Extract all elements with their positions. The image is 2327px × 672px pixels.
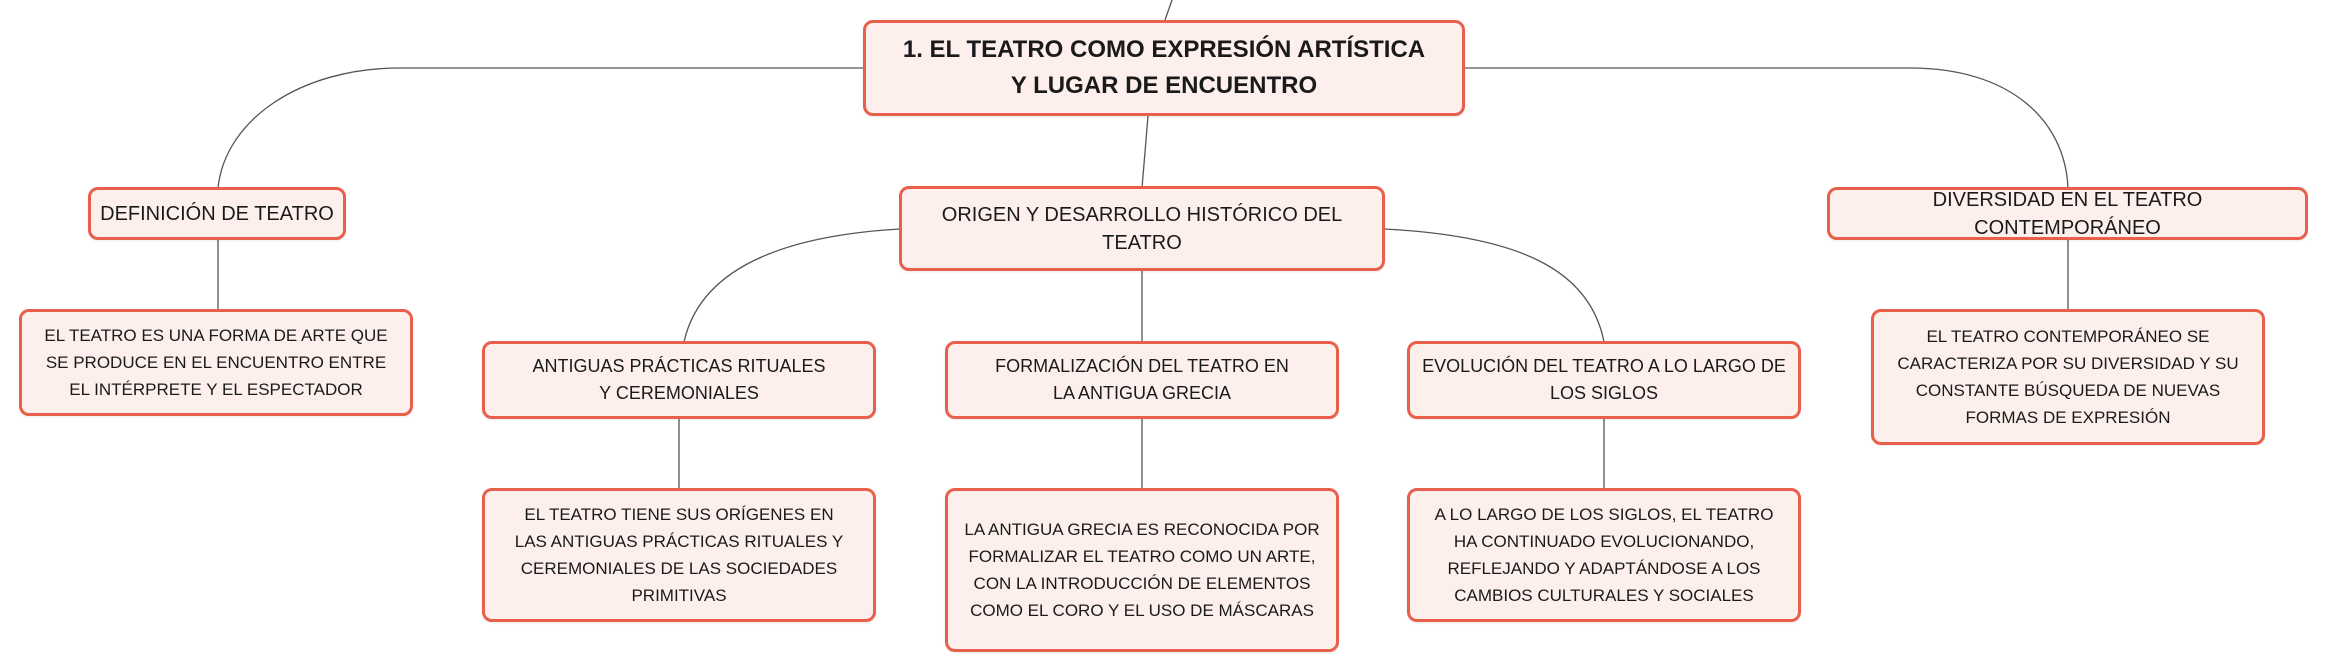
central-topic-label: 1. EL TEATRO COMO EXPRESIÓN ARTÍSTICA Y LUGAR DE ENCUENTRO <box>902 36 1426 99</box>
topic-origen-node[interactable] <box>899 186 1385 271</box>
connector-central-to-origen <box>1142 116 1148 188</box>
connector-central-to-parent <box>1165 0 1172 20</box>
connector-central-to-diversidad <box>1465 68 2068 188</box>
subtopic-rituales-node[interactable] <box>482 341 876 419</box>
central-topic-node[interactable] <box>863 20 1465 116</box>
detail-diversidad-text: EL TEATRO CONTEMPORÁNEO SE CARACTERIZA POR SU DIVERSIDAD Y SU CONSTANTE BÚSQUEDA DE NUEVAS FORMAS DE EXPRESIÓN <box>1897 327 2239 427</box>
detail-rituales-text: EL TEATRO TIENE SUS ORÍGENES EN LAS ANTIGUAS PRÁCTICAS RITUALES Y CEREMONIALES DE LAS SOCIEDADES PRIMITIVAS <box>514 505 844 605</box>
topic-diversidad-node[interactable] <box>1827 187 2308 240</box>
topic-definicion-label: DEFINICIÓN DE TEATRO <box>100 202 334 225</box>
connector-central-to-definicion <box>218 68 863 188</box>
detail-definicion-node[interactable] <box>19 309 413 416</box>
detail-definicion-text: EL TEATRO ES UNA FORMA DE ARTE QUE SE PRODUCE EN EL ENCUENTRO ENTRE EL INTÉRPRETE Y EL ESPECTADOR <box>44 326 388 399</box>
connector-origen-to-rituales <box>684 229 900 342</box>
subtopic-evolucion-node[interactable] <box>1407 341 1801 419</box>
detail-grecia-text: LA ANTIGUA GRECIA ES RECONOCIDA POR FORMALIZAR EL TEATRO COMO UN ARTE, CON LA INTRODUCCIÓN DE ELEMENTOS COMO EL CORO Y EL USO DE MÁSCARAS <box>964 520 1320 620</box>
subtopic-grecia-node[interactable] <box>945 341 1339 419</box>
detail-grecia-node[interactable] <box>945 488 1339 652</box>
connector-origen-to-evolucion <box>1384 229 1604 342</box>
detail-diversidad-node[interactable] <box>1871 309 2265 445</box>
subtopic-rituales-label: ANTIGUAS PRÁCTICAS RITUALES Y CEREMONIALES <box>532 356 826 403</box>
topic-definicion-node[interactable] <box>88 187 346 240</box>
detail-rituales-node[interactable] <box>482 488 876 622</box>
topic-origen-label: ORIGEN Y DESARROLLO HISTÓRICO DEL TEATRO <box>941 203 1343 254</box>
topic-diversidad-label: DIVERSIDAD EN EL TEATRO CONTEMPORÁNEO <box>1932 188 2203 239</box>
subtopic-grecia-label: FORMALIZACIÓN DEL TEATRO EN LA ANTIGUA GRECIA <box>995 356 1289 403</box>
detail-evolucion-text: A LO LARGO DE LOS SIGLOS, EL TEATRO HA CONTINUADO EVOLUCIONANDO, REFLEJANDO Y ADAPTÁNDOSE A LOS CAMBIOS CULTURALES Y SOCIALES <box>1434 505 1774 605</box>
detail-evolucion-node[interactable] <box>1407 488 1801 622</box>
subtopic-evolucion-label: EVOLUCIÓN DEL TEATRO A LO LARGO DE LOS SIGLOS <box>1422 356 1786 403</box>
